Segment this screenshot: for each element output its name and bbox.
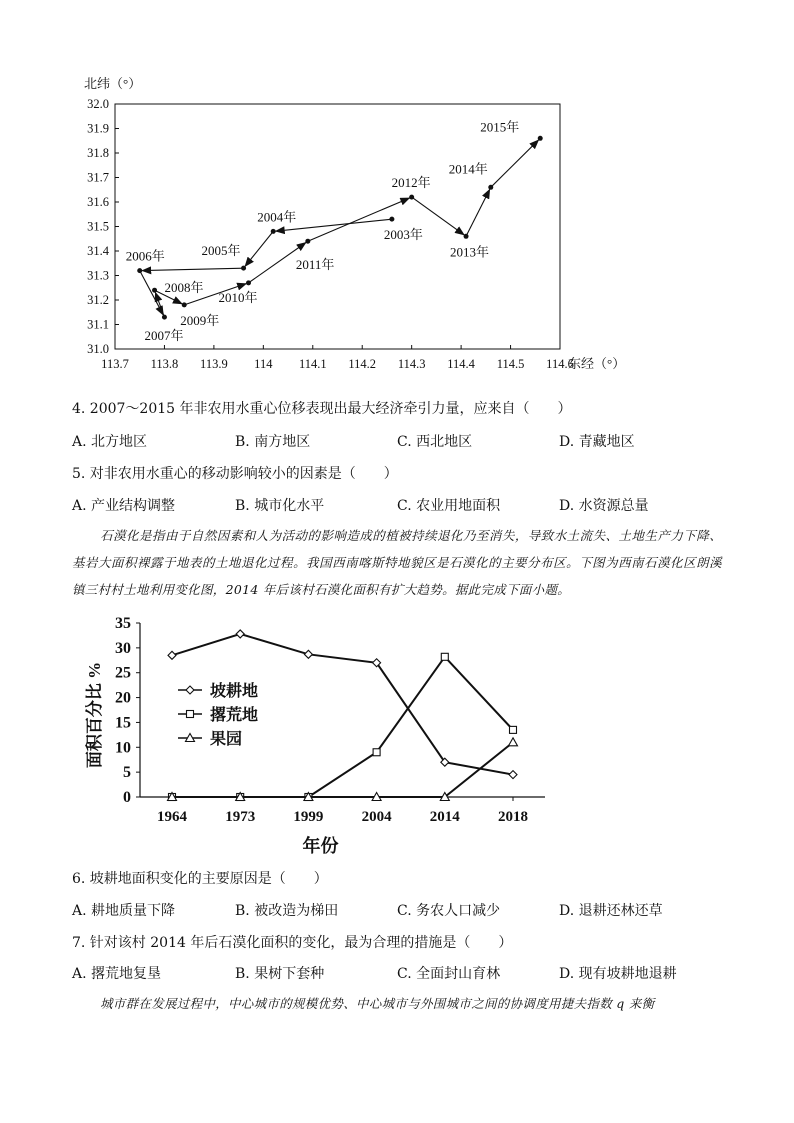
year-label: 2007年	[144, 328, 184, 344]
track-point	[409, 195, 414, 200]
y-tick-label: 30	[115, 639, 131, 657]
x-tick-label: 114.5	[496, 357, 525, 371]
year-label: 2015年	[480, 119, 520, 135]
year-label: 2012年	[391, 175, 431, 191]
question-4-option-a[interactable]: A. 北方地区	[72, 434, 148, 450]
y-tick-label: 32.0	[87, 97, 109, 111]
city-cluster-intro-text: 城市群在发展过程中，中心城市的规模优势、中心城市与外围城市之间的协调度用捷夫指数 q 来衡	[100, 996, 655, 1011]
land-use-chart-svg	[80, 612, 560, 862]
x-tick-label: 114	[254, 357, 273, 371]
track-segment	[142, 268, 243, 270]
question-7-option-a[interactable]: A. 撂荒地复垦	[72, 966, 162, 982]
y-tick-label: 31.3	[87, 268, 109, 283]
question-6-option-b[interactable]: B. 被改造为梯田	[235, 903, 339, 919]
year-label: 2006年	[125, 248, 165, 264]
data-point	[186, 686, 194, 694]
question-5-stem: 5. 对非农用水重心的移动影响较小的因素是（ ）	[72, 466, 398, 482]
year-label: 2009年	[180, 312, 220, 328]
gravity-center-chart-svg	[70, 68, 630, 378]
x-tick-label: 2018	[498, 809, 528, 825]
x-tick-label: 113.7	[101, 357, 129, 371]
x-axis-label: 年份	[302, 836, 339, 856]
track-segment	[245, 231, 273, 266]
series-line	[172, 742, 513, 797]
data-point	[441, 653, 448, 660]
x-tick-label: 114.3	[397, 357, 426, 371]
x-tick-label: 2004	[361, 809, 392, 825]
rock-desertification-intro	[72, 522, 722, 603]
question-7-stem: 7. 针对该村 2014 年后石漠化面积的变化，最为合理的措施是（ ）	[72, 935, 513, 951]
year-label: 2005年	[201, 243, 241, 259]
question-5-options	[72, 495, 722, 515]
data-point	[509, 771, 517, 779]
track-point	[538, 136, 543, 141]
track-point	[305, 239, 310, 244]
y-tick-label: 35	[115, 615, 131, 632]
question-7-option-b[interactable]: B. 果树下套种	[235, 966, 325, 982]
question-4-option-d[interactable]: D. 青藏地区	[559, 434, 635, 450]
question-5-option-d[interactable]: D. 水资源总量	[559, 498, 649, 514]
y-axis-label: 面积百分比 %	[85, 661, 104, 769]
question-4-options	[72, 431, 722, 451]
x-tick-label: 114.1	[298, 357, 327, 371]
y-tick-label: 10	[115, 739, 131, 757]
y-tick-label: 5	[123, 764, 131, 782]
track-point	[182, 302, 187, 307]
year-label: 2013年	[450, 244, 490, 260]
series-square	[169, 653, 517, 800]
x-tick-label: 114.4	[447, 357, 475, 371]
question-6-options	[72, 900, 722, 920]
question-7-options	[72, 963, 722, 983]
data-point	[509, 738, 518, 746]
gravity-center-chart	[70, 68, 630, 378]
data-point	[510, 726, 517, 733]
question-5-option-a[interactable]: A. 产业结构调整	[72, 498, 176, 514]
question-6-option-d[interactable]: D. 退耕还林还草	[559, 903, 663, 919]
year-label: 2004年	[257, 209, 297, 225]
data-point	[168, 651, 176, 659]
x-tick-label: 1999	[293, 809, 324, 825]
track-point	[488, 185, 493, 190]
question-5-option-c[interactable]: C. 农业用地面积	[397, 498, 501, 514]
question-7-option-c[interactable]: C. 全面封山育林	[397, 966, 501, 982]
y-tick-label: 31.2	[87, 293, 109, 307]
x-tick-label: 1964	[157, 809, 187, 825]
x-tick-label: 114.6	[546, 357, 574, 371]
x-tick-label: 1973	[225, 809, 256, 825]
land-use-chart	[80, 612, 560, 862]
track-point	[389, 217, 394, 222]
legend-label: 果园	[210, 731, 243, 748]
y-tick-label: 31.8	[87, 146, 109, 160]
x-axis-label: 东经（°）	[568, 356, 626, 371]
series-diamond	[168, 630, 517, 779]
year-label: 2011年	[295, 257, 335, 273]
data-point	[187, 711, 194, 718]
x-tick-label: 114.2	[348, 357, 377, 371]
x-tick-label: 113.8	[150, 357, 179, 371]
track-segment	[491, 140, 539, 187]
y-tick-label: 31.1	[87, 317, 109, 332]
y-tick-label: 25	[115, 664, 131, 682]
x-tick-label: 113.9	[200, 357, 228, 371]
y-tick-label: 31.7	[87, 170, 109, 185]
track-point	[241, 266, 246, 271]
data-point	[304, 650, 312, 658]
city-cluster-intro	[72, 990, 722, 1017]
question-6-stem: 6. 坡耕地面积变化的主要原因是（ ）	[72, 871, 328, 887]
question-6-option-a[interactable]: A. 耕地质量下降	[72, 903, 176, 919]
y-tick-label: 31.9	[87, 121, 109, 136]
y-tick-label: 0	[123, 789, 131, 806]
legend-label: 撂荒地	[210, 707, 259, 724]
year-label: 2014年	[448, 161, 488, 177]
series-line	[172, 634, 513, 775]
data-point	[373, 749, 380, 756]
question-6-option-c[interactable]: C. 务农人口减少	[397, 903, 501, 919]
track-point	[152, 288, 157, 293]
y-tick-label: 31.0	[87, 342, 109, 356]
track-point	[271, 229, 276, 234]
rock-desertification-intro-text: 石漠化是指由于自然因素和人为活动的影响造成的植被持续退化乃至消失，导致水土流失、土地生产力下降、基岩大面积裸露于地表的土地退化过程。我国西南喀斯特地貌区是石漠化的主要分布区。下图为西南石漠化区朗溪镇三村村土地利用变化图，2014 年后该村石漠化面积有扩大趋势。据此完成下面小题。	[72, 528, 722, 597]
y-tick-label: 15	[115, 714, 131, 732]
track-point	[137, 268, 142, 273]
data-point	[236, 630, 244, 638]
y-tick-label: 31.4	[87, 244, 109, 258]
year-label: 2010年	[218, 289, 258, 305]
y-tick-label: 31.5	[87, 219, 109, 234]
question-4-stem: 4. 2007～2015 年非农用水重心位移表现出最大经济牵引力量，应来自（ ）	[72, 401, 572, 417]
track-segment	[155, 293, 164, 318]
question-7-option-d[interactable]: D. 现有坡耕地退耕	[559, 966, 677, 982]
y-axis-label: 北纬（°）	[84, 76, 142, 91]
track-segment	[466, 190, 490, 237]
year-label: 2008年	[164, 280, 204, 296]
question-5-option-b[interactable]: B. 城市化水平	[235, 498, 325, 514]
question-4-option-c[interactable]: C. 西北地区	[397, 434, 473, 450]
y-tick-label: 31.6	[87, 195, 109, 209]
track-point	[246, 280, 251, 285]
legend-label: 坡耕地	[210, 683, 259, 700]
x-tick-label: 2014	[429, 809, 460, 825]
year-label: 2003年	[383, 227, 423, 243]
question-4-option-b[interactable]: B. 南方地区	[235, 434, 311, 450]
series-line	[172, 657, 513, 797]
y-tick-label: 20	[115, 689, 131, 707]
track-point	[464, 234, 469, 239]
track-point	[162, 315, 167, 320]
